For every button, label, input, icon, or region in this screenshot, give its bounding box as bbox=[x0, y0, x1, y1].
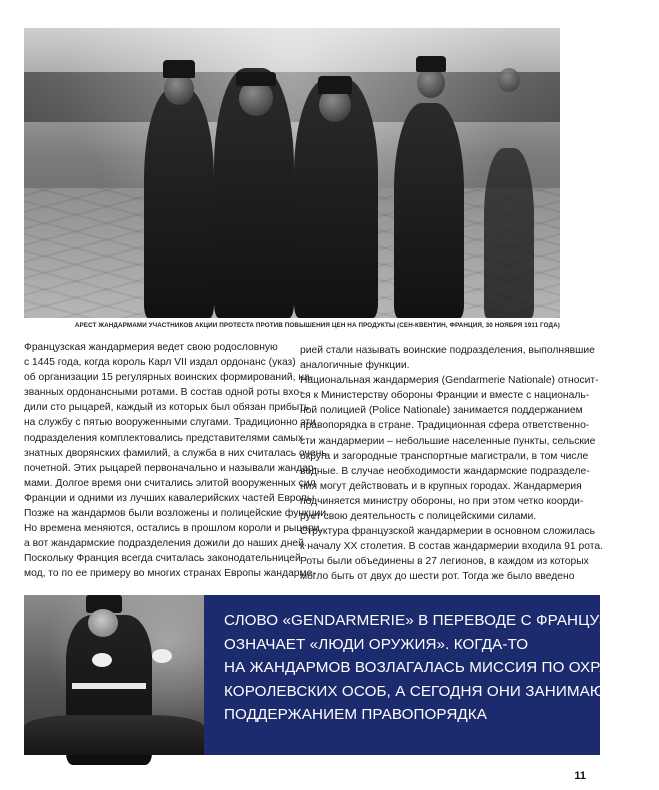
officer-glove-right bbox=[152, 649, 172, 663]
page-number: 11 bbox=[574, 770, 586, 782]
article-line: рией стали называть воинские подразделения, выполнявшие bbox=[300, 345, 595, 356]
article-line: об организации 15 регулярных воинских формирований, на- bbox=[24, 372, 314, 384]
officer-belt bbox=[72, 683, 146, 689]
article-line: Франции и одними из лучших кавалерийских частей Европы. bbox=[24, 492, 318, 504]
article-line: с 1445 года, когда король Карл VII издал ордонанс (указ) bbox=[24, 357, 296, 369]
article-line: аналогичные функции. bbox=[300, 360, 410, 372]
arrest-photo bbox=[24, 28, 560, 318]
quote-line: ОЗНАЧАЕТ «ЛЮДИ ОРУЖИЯ». КОГДА-ТО bbox=[224, 635, 529, 653]
article-line: Национальная жандармерия (Gendarmerie Nationale) относит- bbox=[300, 375, 599, 387]
arrested-man-cap bbox=[236, 72, 276, 86]
article-line: Но времена меняются, остались в прошлом короли и рыцари, bbox=[24, 523, 323, 535]
article-line: округа и загородные транспортные магистрали, в том числе bbox=[300, 450, 589, 462]
article-line: Роты были объединены в 27 легионов, в каждом из которых bbox=[300, 556, 589, 568]
gendarme-figure-right bbox=[394, 103, 464, 318]
pull-quote bbox=[204, 595, 659, 755]
article-line: сти жандармерии – небольшие населенные пункты, сельские bbox=[300, 435, 596, 447]
article-line: водные. В случае необходимости жандармские подразделе- bbox=[300, 465, 590, 477]
article-line: а вот жандармские подразделения дожили до наших дней. bbox=[24, 538, 307, 550]
quote-line: КОРОЛЕВСКИХ ОСОБ, А СЕГОДНЯ ОНИ ЗАНИМАЮТСЯ bbox=[224, 682, 636, 700]
article-line: ной полицией (Police Nationale) занимается поддержанием bbox=[300, 405, 583, 417]
gendarme-kepi-right bbox=[416, 56, 446, 72]
article-line: Структура французской жандармерии в основном сложилась bbox=[300, 526, 595, 538]
article-line: ся к Министерству обороны Франции и вместе с националь- bbox=[300, 390, 590, 402]
bystander-figure bbox=[484, 148, 534, 318]
article-line: рует свою деятельность с полицейскими силами. bbox=[300, 511, 537, 523]
photo-background-crowd bbox=[24, 72, 560, 122]
quote-line: ПОДДЕРЖАНИЕМ ПРАВОПОРЯДКА bbox=[224, 706, 487, 724]
officer-glove-left bbox=[92, 653, 112, 667]
article-line: Французская жандармерия ведет свою родословную bbox=[24, 342, 278, 353]
article-line: подчиняется министру обороны, но при этом четко коорди- bbox=[300, 495, 584, 507]
article-line: могло быть от двух до шести рот. Тогда же было введено bbox=[300, 571, 575, 583]
article-line: на службу с пятью вооруженными слугами. Традиционно эти bbox=[24, 417, 316, 429]
article-line: к началу XX столетия. В состав жандармерии входила 91 рота. bbox=[300, 541, 603, 553]
article-line: мами. Долгое время они считались элитой вооруженных сил bbox=[24, 477, 316, 489]
article-left-column bbox=[24, 340, 329, 582]
quote-line: СЛОВО «GENDARMERIE» В ПЕРЕВОДЕ С ФРАНЦУЗСКОГО bbox=[224, 612, 659, 629]
gendarme-figure-left bbox=[144, 88, 214, 318]
article-line: мод, то по ее примеру во многих странах Европы жандарме- bbox=[24, 568, 316, 580]
traffic-gendarme-photo bbox=[24, 595, 204, 755]
article-line: званных ордонансными ротами. В состав одной роты вхо- bbox=[24, 387, 303, 399]
bystander-head bbox=[498, 68, 520, 92]
article-line: правопорядка в стране. Традиционная сфера ответственно- bbox=[300, 420, 590, 432]
article-line: Поскольку Франция всегда считалась законодательницей bbox=[24, 553, 301, 565]
article-right-column bbox=[300, 343, 603, 585]
quote-line: НА ЖАНДАРМОВ ВОЗЛАГАЛАСЬ МИССИЯ ПО ОХРАНЕ bbox=[224, 659, 632, 677]
article-line: ния могут действовать и в крупных городах. Жандармерия bbox=[300, 480, 582, 492]
gendarme-kepi-center bbox=[318, 76, 352, 94]
article-line: почетной. Этих рыцарей первоначально и называли жандар- bbox=[24, 462, 318, 474]
article-line: знатных дворянских фамилий, а служба в них считалась очень bbox=[24, 447, 327, 459]
gendarme-kepi-left bbox=[163, 60, 195, 78]
photo-caption: АРЕСТ ЖАНДАРМАМИ УЧАСТНИКОВ АКЦИИ ПРОТЕСТА ПРОТИВ ПОВЫШЕНИЯ ЦЕН НА ПРОДУКТЫ (СЕН-КВЕНТИН, ФРАНЦИЯ, 30 НОЯБРЯ 1911 ГОДА) bbox=[74, 322, 560, 329]
officer-face bbox=[88, 609, 118, 637]
article-line: подразделения комплектовались представителями самых bbox=[24, 432, 304, 444]
gendarme-head-right bbox=[417, 68, 445, 98]
vintage-car bbox=[24, 715, 204, 755]
article-line: Позже на жандармов были возложены и полицейские функции. bbox=[24, 508, 329, 520]
article-line: дили сто рыцарей, каждый из которых был обязан прибыть bbox=[24, 402, 310, 414]
